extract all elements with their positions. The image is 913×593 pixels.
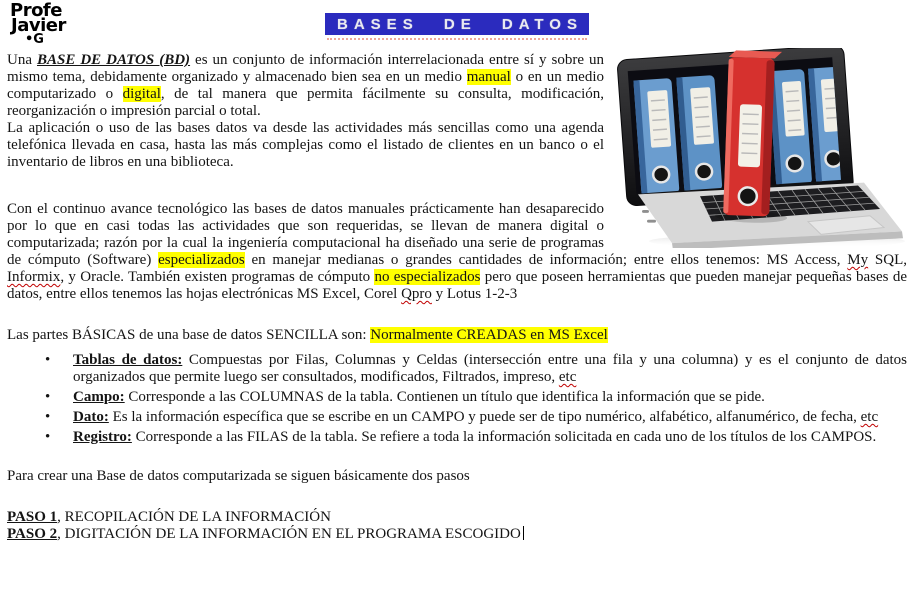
text-segment: Corresponde a las FILAS de la tabla. Se refiere a toda la información solicitada en cada uno de los títulos de los CAMPOS.	[131, 429, 877, 445]
document-header	[7, 0, 907, 46]
text-segment: Con el continuo avance tecnológico las bases de datos manuales prácticamente han desaparecido por lo que en casi todas las actividades que son requeridas, se llevan de manera digital o computarizada; razón por la cual la ingeniería computacional ha diseñado una serie de programas de cómputo (Software)	[7, 201, 604, 268]
highlight-no-especializados: no especializados	[374, 269, 481, 285]
text-segment: pero que poseen herramientas que pueden manejar pequeñas bases de datos, entre ellos tenemos las hojas electrónicas MS Excel, Corel	[7, 269, 907, 302]
logo-line-2: Javier	[11, 15, 66, 36]
text-segment: en manejar medianas o grandes cantidades de información; entre ellos tenemos: MS Access,	[244, 252, 848, 268]
binders-laptop-image	[612, 48, 907, 248]
text-segment: Una	[7, 52, 37, 68]
term-base-de-datos: BASE DE DATOS (BD)	[36, 52, 191, 68]
text-cursor	[523, 526, 524, 540]
text-segment: Las partes BÁSICAS de una base de datos SENCILLA son:	[7, 327, 371, 343]
text-segment: Compuestas por Filas, Columnas y Celdas (intersección entre una fila y una columna) y es el conjunto de datos organizados que permite luego ser consultados, modificados, Filtrados, impreso,	[73, 352, 907, 385]
profe-javier-logo	[10, 0, 66, 47]
text-segment: SQL,	[868, 252, 907, 268]
paragraph-uso: La aplicación o uso de las bases datos va desde las actividades más sencillas como una agenda telefónica llevada en casa, hasta las más complejas como el listado de clientes en un banco o el inventario de libros en una biblioteca.	[7, 120, 604, 170]
parts-intro-line	[7, 327, 907, 344]
paso-2-label: PASO 2	[7, 526, 58, 542]
text-segment: Es la información específica que se escribe en un CAMPO y puede ser de tipo numérico, alfabético, alfanumérico, de fecha,	[108, 409, 861, 425]
text-segment: , RECOPILACIÓN DE LA INFORMACIÓN	[57, 509, 331, 525]
misspelled-word: etc	[860, 409, 879, 425]
misspelled-word: Informix	[7, 269, 61, 285]
text-segment: Corresponde a las COLUMNAS de la tabla. Contienen un título que identifica la información que se pide.	[124, 389, 765, 405]
page-title: BASES DE DATOS	[325, 13, 589, 35]
list-item-campo	[7, 389, 907, 406]
logo-line-3: •G	[25, 32, 44, 47]
misspelled-word: My	[847, 252, 869, 268]
steps-intro-line: Para crear una Base de datos computarizada se siguen básicamente dos pasos	[7, 468, 470, 484]
paso-1-label: PASO 1	[7, 509, 58, 525]
highlight-manual: manual	[466, 69, 511, 85]
bullet-term: Tablas de datos:	[73, 352, 183, 368]
misspelled-word: Qpro	[401, 286, 432, 302]
text-segment: o en un medio computarizado o	[7, 69, 604, 102]
list-item-dato	[7, 409, 907, 426]
side-port	[647, 220, 656, 223]
misspelled-word: etc	[558, 369, 577, 385]
logo-line-1: Profe	[10, 0, 62, 21]
text-segment: , de tal manera que permita fácilmente su consulta, modificación, reorganización o impresión parcial o total.	[7, 86, 604, 119]
list-item-tablas	[7, 352, 907, 386]
paso-1-line	[7, 509, 907, 526]
highlight-especializados: especializados	[158, 252, 245, 268]
paso-2-line	[7, 526, 907, 543]
list-item-registro	[7, 429, 907, 446]
parts-bullet-list	[7, 352, 907, 446]
bullet-term: Campo:	[73, 389, 125, 405]
side-port	[642, 210, 649, 213]
text-segment: es un conjunto de información interrelacionada entre sí y sobre un mismo tema, debidamente organizado y almacenado bien sea en un medio	[7, 52, 604, 85]
text-segment: , y Oracle. También existen programas de cómputo	[60, 269, 375, 285]
highlight-digital: digital	[122, 86, 161, 102]
bullet-term: Dato:	[73, 409, 109, 425]
text-segment: y Lotus 1-2-3	[431, 286, 518, 302]
laptop-with-binders-illustration	[612, 48, 907, 248]
highlight-creadas-excel: Normalmente CREADAS en MS Excel	[370, 327, 608, 343]
bullet-term: Registro:	[73, 429, 132, 445]
text-segment: , DIGITACIÓN DE LA INFORMACIÓN EN EL PROGRAMA ESCOGIDO	[57, 526, 521, 542]
